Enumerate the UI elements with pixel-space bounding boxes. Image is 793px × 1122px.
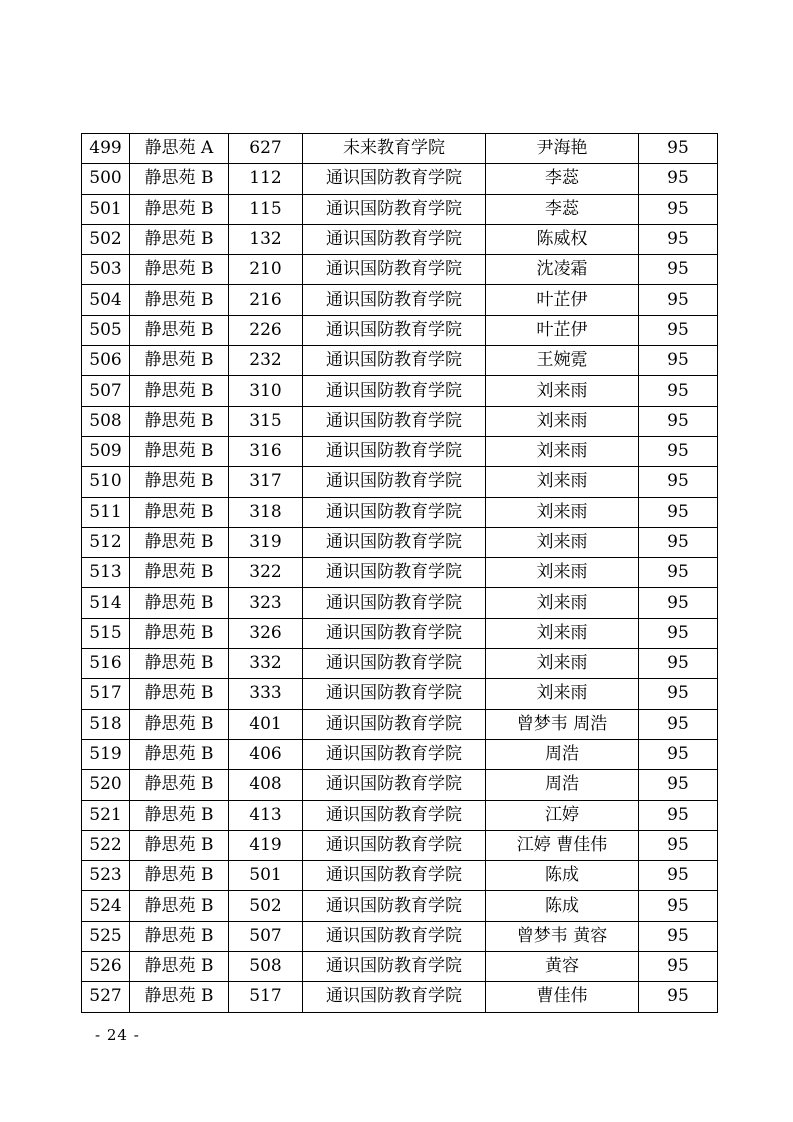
serial-number-cell: 501 bbox=[82, 194, 130, 224]
serial-number-cell: 526 bbox=[82, 952, 130, 982]
building-cell: 静思苑 B bbox=[130, 315, 229, 345]
score-cell: 95 bbox=[639, 679, 718, 709]
room-number-cell: 517 bbox=[229, 982, 303, 1012]
room-number-cell: 315 bbox=[229, 406, 303, 436]
counselor-cell: 刘来雨 bbox=[486, 679, 639, 709]
score-cell: 95 bbox=[639, 527, 718, 557]
college-cell: 通识国防教育学院 bbox=[303, 467, 486, 497]
college-cell: 通识国防教育学院 bbox=[303, 800, 486, 830]
serial-number-cell: 513 bbox=[82, 558, 130, 588]
score-cell: 95 bbox=[639, 891, 718, 921]
serial-number-cell: 505 bbox=[82, 315, 130, 345]
table-row bbox=[82, 285, 718, 315]
college-cell: 通识国防教育学院 bbox=[303, 224, 486, 254]
room-number-cell: 501 bbox=[229, 861, 303, 891]
counselor-cell: 叶芷伊 bbox=[486, 285, 639, 315]
college-cell: 通识国防教育学院 bbox=[303, 436, 486, 466]
building-cell: 静思苑 B bbox=[130, 739, 229, 769]
table-row bbox=[82, 497, 718, 527]
room-number-cell: 318 bbox=[229, 497, 303, 527]
building-cell: 静思苑 B bbox=[130, 770, 229, 800]
table-row bbox=[82, 921, 718, 951]
serial-number-cell: 524 bbox=[82, 891, 130, 921]
score-cell: 95 bbox=[639, 588, 718, 618]
serial-number-cell: 518 bbox=[82, 709, 130, 739]
score-cell: 95 bbox=[639, 709, 718, 739]
table-body bbox=[82, 134, 718, 1013]
counselor-cell: 陈成 bbox=[486, 861, 639, 891]
score-cell: 95 bbox=[639, 285, 718, 315]
score-cell: 95 bbox=[639, 315, 718, 345]
score-cell: 95 bbox=[639, 436, 718, 466]
room-number-cell: 627 bbox=[229, 134, 303, 164]
table-row bbox=[82, 558, 718, 588]
counselor-cell: 黄容 bbox=[486, 952, 639, 982]
table-row bbox=[82, 891, 718, 921]
college-cell: 通识国防教育学院 bbox=[303, 285, 486, 315]
serial-number-cell: 515 bbox=[82, 618, 130, 648]
serial-number-cell: 509 bbox=[82, 436, 130, 466]
serial-number-cell: 511 bbox=[82, 497, 130, 527]
score-cell: 95 bbox=[639, 830, 718, 860]
table-row bbox=[82, 255, 718, 285]
table-row bbox=[82, 739, 718, 769]
serial-number-cell: 503 bbox=[82, 255, 130, 285]
room-number-cell: 317 bbox=[229, 467, 303, 497]
college-cell: 通识国防教育学院 bbox=[303, 255, 486, 285]
building-cell: 静思苑 B bbox=[130, 588, 229, 618]
counselor-cell: 曾梦韦 周浩 bbox=[486, 709, 639, 739]
college-cell: 通识国防教育学院 bbox=[303, 982, 486, 1012]
serial-number-cell: 504 bbox=[82, 285, 130, 315]
building-cell: 静思苑 B bbox=[130, 558, 229, 588]
counselor-cell: 刘来雨 bbox=[486, 467, 639, 497]
college-cell: 通识国防教育学院 bbox=[303, 558, 486, 588]
building-cell: 静思苑 B bbox=[130, 224, 229, 254]
serial-number-cell: 523 bbox=[82, 861, 130, 891]
score-cell: 95 bbox=[639, 800, 718, 830]
score-cell: 95 bbox=[639, 406, 718, 436]
room-number-cell: 406 bbox=[229, 739, 303, 769]
serial-number-cell: 527 bbox=[82, 982, 130, 1012]
building-cell: 静思苑 A bbox=[130, 134, 229, 164]
room-number-cell: 332 bbox=[229, 649, 303, 679]
building-cell: 静思苑 B bbox=[130, 830, 229, 860]
room-number-cell: 319 bbox=[229, 527, 303, 557]
table-row bbox=[82, 436, 718, 466]
building-cell: 静思苑 B bbox=[130, 467, 229, 497]
page-number: - 24 - bbox=[95, 1026, 140, 1044]
score-cell: 95 bbox=[639, 376, 718, 406]
table-row bbox=[82, 527, 718, 557]
building-cell: 静思苑 B bbox=[130, 194, 229, 224]
college-cell: 通识国防教育学院 bbox=[303, 315, 486, 345]
serial-number-cell: 522 bbox=[82, 830, 130, 860]
serial-number-cell: 506 bbox=[82, 346, 130, 376]
counselor-cell: 陈威权 bbox=[486, 224, 639, 254]
counselor-cell: 刘来雨 bbox=[486, 618, 639, 648]
room-number-cell: 115 bbox=[229, 194, 303, 224]
table-row bbox=[82, 588, 718, 618]
score-cell: 95 bbox=[639, 346, 718, 376]
score-cell: 95 bbox=[639, 649, 718, 679]
room-number-cell: 507 bbox=[229, 921, 303, 951]
building-cell: 静思苑 B bbox=[130, 921, 229, 951]
college-cell: 通识国防教育学院 bbox=[303, 921, 486, 951]
counselor-cell: 陈成 bbox=[486, 891, 639, 921]
counselor-cell: 叶芷伊 bbox=[486, 315, 639, 345]
room-number-cell: 322 bbox=[229, 558, 303, 588]
counselor-cell: 尹海艳 bbox=[486, 134, 639, 164]
building-cell: 静思苑 B bbox=[130, 255, 229, 285]
score-cell: 95 bbox=[639, 861, 718, 891]
college-cell: 通识国防教育学院 bbox=[303, 709, 486, 739]
counselor-cell: 刘来雨 bbox=[486, 558, 639, 588]
score-cell: 95 bbox=[639, 194, 718, 224]
serial-number-cell: 499 bbox=[82, 134, 130, 164]
counselor-cell: 沈凌霜 bbox=[486, 255, 639, 285]
room-number-cell: 326 bbox=[229, 618, 303, 648]
serial-number-cell: 507 bbox=[82, 376, 130, 406]
college-cell: 通识国防教育学院 bbox=[303, 164, 486, 194]
counselor-cell: 刘来雨 bbox=[486, 376, 639, 406]
counselor-cell: 周浩 bbox=[486, 770, 639, 800]
serial-number-cell: 521 bbox=[82, 800, 130, 830]
table-row bbox=[82, 224, 718, 254]
room-number-cell: 210 bbox=[229, 255, 303, 285]
serial-number-cell: 514 bbox=[82, 588, 130, 618]
table-row bbox=[82, 618, 718, 648]
counselor-cell: 周浩 bbox=[486, 739, 639, 769]
counselor-cell: 刘来雨 bbox=[486, 588, 639, 618]
college-cell: 通识国防教育学院 bbox=[303, 891, 486, 921]
counselor-cell: 曾梦韦 黄容 bbox=[486, 921, 639, 951]
table-row bbox=[82, 770, 718, 800]
table-row bbox=[82, 467, 718, 497]
room-number-cell: 401 bbox=[229, 709, 303, 739]
counselor-cell: 刘来雨 bbox=[486, 497, 639, 527]
college-cell: 通识国防教育学院 bbox=[303, 618, 486, 648]
counselor-cell: 江婷 曹佳伟 bbox=[486, 830, 639, 860]
serial-number-cell: 516 bbox=[82, 649, 130, 679]
serial-number-cell: 517 bbox=[82, 679, 130, 709]
score-cell: 95 bbox=[639, 134, 718, 164]
college-cell: 通识国防教育学院 bbox=[303, 346, 486, 376]
serial-number-cell: 512 bbox=[82, 527, 130, 557]
table-row bbox=[82, 194, 718, 224]
score-cell: 95 bbox=[639, 739, 718, 769]
room-number-cell: 232 bbox=[229, 346, 303, 376]
building-cell: 静思苑 B bbox=[130, 861, 229, 891]
building-cell: 静思苑 B bbox=[130, 679, 229, 709]
college-cell: 通识国防教育学院 bbox=[303, 527, 486, 557]
building-cell: 静思苑 B bbox=[130, 406, 229, 436]
score-cell: 95 bbox=[639, 921, 718, 951]
table-row bbox=[82, 406, 718, 436]
college-cell: 通识国防教育学院 bbox=[303, 588, 486, 618]
college-cell: 通识国防教育学院 bbox=[303, 679, 486, 709]
table-row bbox=[82, 982, 718, 1012]
score-cell: 95 bbox=[639, 467, 718, 497]
table-row bbox=[82, 709, 718, 739]
table-row bbox=[82, 134, 718, 164]
counselor-cell: 李蕊 bbox=[486, 194, 639, 224]
dormitory-score-table-container bbox=[81, 133, 717, 1013]
room-number-cell: 226 bbox=[229, 315, 303, 345]
college-cell: 通识国防教育学院 bbox=[303, 770, 486, 800]
college-cell: 通识国防教育学院 bbox=[303, 830, 486, 860]
college-cell: 通识国防教育学院 bbox=[303, 861, 486, 891]
serial-number-cell: 508 bbox=[82, 406, 130, 436]
building-cell: 静思苑 B bbox=[130, 649, 229, 679]
room-number-cell: 408 bbox=[229, 770, 303, 800]
table-row bbox=[82, 376, 718, 406]
room-number-cell: 419 bbox=[229, 830, 303, 860]
table-row bbox=[82, 315, 718, 345]
table-row bbox=[82, 952, 718, 982]
score-cell: 95 bbox=[639, 952, 718, 982]
college-cell: 通识国防教育学院 bbox=[303, 497, 486, 527]
table-row bbox=[82, 800, 718, 830]
college-cell: 通识国防教育学院 bbox=[303, 952, 486, 982]
room-number-cell: 413 bbox=[229, 800, 303, 830]
counselor-cell: 刘来雨 bbox=[486, 527, 639, 557]
building-cell: 静思苑 B bbox=[130, 527, 229, 557]
counselor-cell: 曹佳伟 bbox=[486, 982, 639, 1012]
building-cell: 静思苑 B bbox=[130, 952, 229, 982]
counselor-cell: 刘来雨 bbox=[486, 436, 639, 466]
table-row bbox=[82, 649, 718, 679]
building-cell: 静思苑 B bbox=[130, 285, 229, 315]
room-number-cell: 323 bbox=[229, 588, 303, 618]
room-number-cell: 112 bbox=[229, 164, 303, 194]
building-cell: 静思苑 B bbox=[130, 618, 229, 648]
room-number-cell: 216 bbox=[229, 285, 303, 315]
serial-number-cell: 510 bbox=[82, 467, 130, 497]
college-cell: 通识国防教育学院 bbox=[303, 649, 486, 679]
building-cell: 静思苑 B bbox=[130, 436, 229, 466]
table-row bbox=[82, 679, 718, 709]
room-number-cell: 508 bbox=[229, 952, 303, 982]
score-cell: 95 bbox=[639, 497, 718, 527]
score-cell: 95 bbox=[639, 618, 718, 648]
building-cell: 静思苑 B bbox=[130, 346, 229, 376]
room-number-cell: 333 bbox=[229, 679, 303, 709]
building-cell: 静思苑 B bbox=[130, 800, 229, 830]
counselor-cell: 刘来雨 bbox=[486, 649, 639, 679]
table-row bbox=[82, 346, 718, 376]
dormitory-score-table bbox=[81, 133, 718, 1013]
building-cell: 静思苑 B bbox=[130, 891, 229, 921]
room-number-cell: 502 bbox=[229, 891, 303, 921]
room-number-cell: 310 bbox=[229, 376, 303, 406]
counselor-cell: 王婉霓 bbox=[486, 346, 639, 376]
counselor-cell: 刘来雨 bbox=[486, 406, 639, 436]
counselor-cell: 江婷 bbox=[486, 800, 639, 830]
serial-number-cell: 525 bbox=[82, 921, 130, 951]
building-cell: 静思苑 B bbox=[130, 376, 229, 406]
score-cell: 95 bbox=[639, 558, 718, 588]
college-cell: 通识国防教育学院 bbox=[303, 406, 486, 436]
table-row bbox=[82, 830, 718, 860]
serial-number-cell: 502 bbox=[82, 224, 130, 254]
college-cell: 通识国防教育学院 bbox=[303, 739, 486, 769]
college-cell: 通识国防教育学院 bbox=[303, 194, 486, 224]
counselor-cell: 李蕊 bbox=[486, 164, 639, 194]
building-cell: 静思苑 B bbox=[130, 164, 229, 194]
score-cell: 95 bbox=[639, 164, 718, 194]
table-row bbox=[82, 861, 718, 891]
table-row bbox=[82, 164, 718, 194]
college-cell: 未来教育学院 bbox=[303, 134, 486, 164]
serial-number-cell: 520 bbox=[82, 770, 130, 800]
building-cell: 静思苑 B bbox=[130, 709, 229, 739]
building-cell: 静思苑 B bbox=[130, 497, 229, 527]
score-cell: 95 bbox=[639, 224, 718, 254]
room-number-cell: 316 bbox=[229, 436, 303, 466]
building-cell: 静思苑 B bbox=[130, 982, 229, 1012]
score-cell: 95 bbox=[639, 770, 718, 800]
score-cell: 95 bbox=[639, 982, 718, 1012]
serial-number-cell: 500 bbox=[82, 164, 130, 194]
college-cell: 通识国防教育学院 bbox=[303, 376, 486, 406]
score-cell: 95 bbox=[639, 255, 718, 285]
room-number-cell: 132 bbox=[229, 224, 303, 254]
serial-number-cell: 519 bbox=[82, 739, 130, 769]
